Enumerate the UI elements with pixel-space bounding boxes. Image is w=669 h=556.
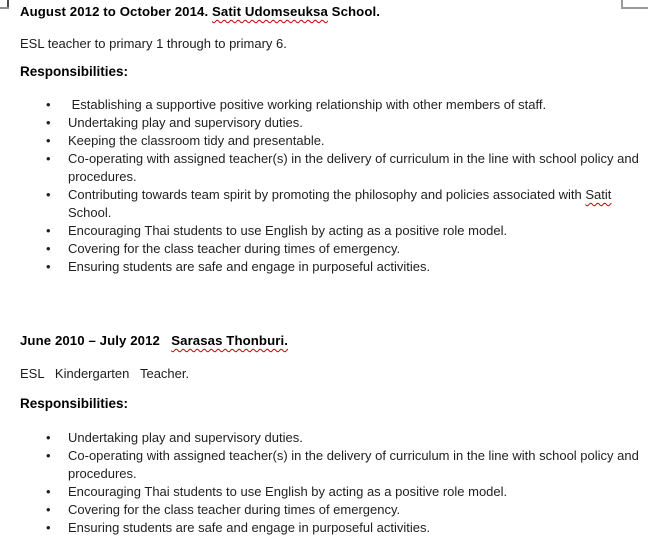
bullet-text: Encouraging Thai students to use English by acting as a positive role model. (68, 223, 508, 238)
list-item (0, 483, 646, 501)
responsibilities-list (0, 96, 646, 276)
list-item (0, 429, 646, 447)
list-item (0, 447, 646, 483)
list-item (0, 96, 646, 114)
bullet-text: Keeping the classroom tidy and presentable. (68, 133, 325, 148)
bullet-text: Ensuring students are safe and engage in purposeful activities. (68, 259, 431, 274)
list-item (0, 240, 646, 258)
job-entry-title (20, 4, 380, 19)
list-item (0, 186, 646, 222)
job-role-line: ESL teacher to primary 1 through to primary 6. (20, 36, 287, 51)
responsibilities-list (0, 429, 646, 537)
bullet-text: Contributing towards team spirit by promoting the philosophy and policies associated with (68, 187, 586, 202)
bullet-text: Ensuring students are safe and engage in purposeful activities. (68, 520, 431, 535)
responsibilities-heading: Responsibilities: (20, 396, 129, 411)
title-text: School. (327, 4, 381, 19)
table-border-fragment-right-horizontal (621, 7, 648, 9)
bullet-text: Undertaking play and supervisory duties. (68, 115, 303, 130)
list-item (0, 150, 646, 186)
bullet-text: Co-operating with assigned teacher(s) in the delivery of curriculum in the line with school policy and procedures. (68, 151, 643, 184)
misspelled-word: Satit (585, 187, 612, 202)
bullet-text: Establishing a supportive positive working relationship with other members of staff. (68, 97, 547, 112)
list-item (0, 114, 646, 132)
list-item (0, 132, 646, 150)
bullet-text: Undertaking play and supervisory duties. (68, 430, 303, 445)
job-role-line: ESL Kindergarten Teacher. (20, 366, 190, 381)
list-item (0, 222, 646, 240)
list-item (0, 519, 646, 537)
job-entry-title (20, 333, 288, 348)
bullet-text: Covering for the class teacher during times of emergency. (68, 241, 401, 256)
misspelled-word: Satit Udomseuksa (211, 4, 328, 19)
title-text: August 2012 to October 2014. (20, 4, 212, 19)
list-item (0, 258, 646, 276)
bullet-text: Covering for the class teacher during times of emergency. (68, 502, 401, 517)
responsibilities-heading: Responsibilities: (20, 64, 129, 79)
title-text: June 2010 – July 2012 (20, 333, 172, 348)
bullet-text: School. (68, 187, 616, 220)
bullet-text: Co-operating with assigned teacher(s) in the delivery of curriculum in the line with school policy and procedures. (68, 448, 643, 481)
bullet-text: Encouraging Thai students to use English by acting as a positive role model. (68, 484, 508, 499)
misspelled-word: Sarasas Thonburi. (171, 333, 288, 348)
table-border-fragment-left-horizontal (0, 7, 9, 9)
list-item (0, 501, 646, 519)
